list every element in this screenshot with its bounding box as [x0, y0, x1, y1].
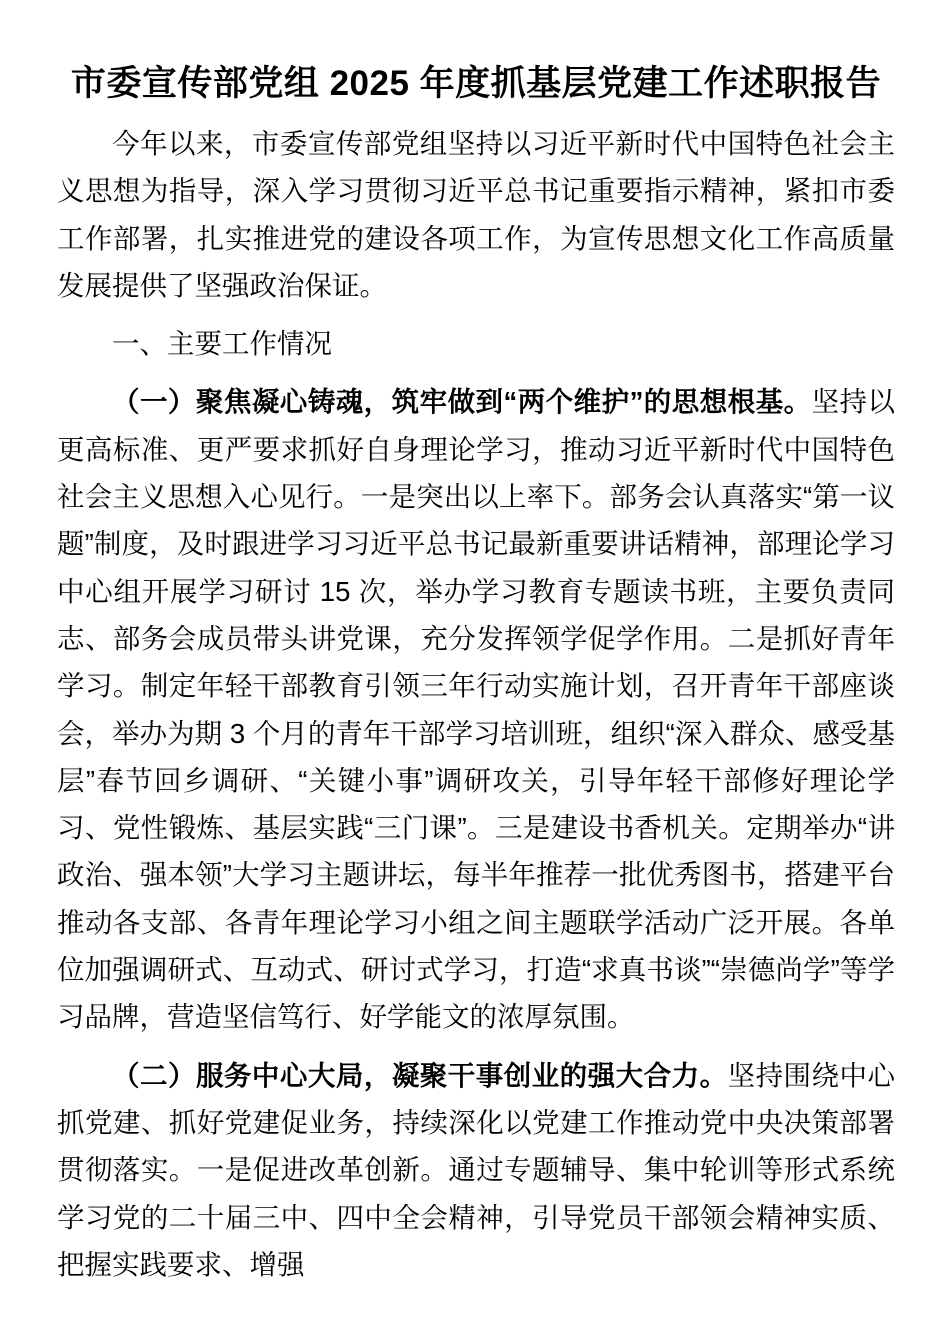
- spacer: [57, 1041, 895, 1052]
- subsection-2-text: 坚持围绕中心抓党建、抓好党建促业务，持续深化以党建工作推动党中央决策部署贯彻落实。一是促进改革创新。通过专题辅导、集中轮训等形式系统学习党的二十届三中、四中全会精神，引导党员干部领会精神实质、把握实践要求、增强: [57, 1059, 896, 1280]
- subsection-1-lead: （一）聚焦凝心铸魂，筑牢做到“两个维护”的思想根基。: [112, 386, 812, 418]
- paragraph-intro: 今年以来，市委宣传部党组坚持以习近平新时代中国特色社会主义思想为指导，深入学习贯彻习近平总书记重要指示精神，紧扣市委工作部署，扎实推进党的建设各项工作，为宣传思想文化工作高质量发展提供了坚强政治保证。: [57, 128, 895, 301]
- spacer: [57, 309, 895, 320]
- subsection-2-lead: （二）服务中心大局，凝聚干事创业的强大合力。: [112, 1059, 728, 1091]
- spacer: [57, 367, 895, 378]
- section-heading-1: 一、主要工作情况: [112, 328, 332, 360]
- spacer: [57, 111, 895, 120]
- document-body: [57, 0, 895, 1288]
- paragraph-subsection-2: [57, 1052, 895, 1288]
- page-title: 市委宣传部党组 2025 年度抓基层党建工作述职报告: [70, 64, 882, 103]
- subsection-1-text: 坚持以更高标准、更严要求抓好自身理论学习，推动习近平新时代中国特色社会主义思想入心见行。一是突出以上率下。部务会认真落实“第一议题”制度，及时跟进学习习近平总书记最新重要讲话精神，部理论学习中心组开展学习研讨 15 次，举办学习教育专题读书班，主要负责同志、部务会成员带头讲党课，充分发挥领学促学作用。二是抓好青年学习。制定年轻干部教育引领三年行动实施计划，召开青年干部座谈会，举办为期 3 个月的青年干部学习培训班，组织“深入群众、感受基层”春节回乡调研、“关键小事”调研攻关，引导年轻干部修好理论学习、党性锻炼、基层实践“三门课”。三是建设书香机关。定期举办“讲政治、强本领”大学习主题讲坛，每半年推荐一批优秀图书，搭建平台推动各支部、各青年理论学习小组之间主题联学活动广泛开展。各单位加强调研式、互动式、研讨式学习，打造“求真书谈”“崇德尚学”等学习品牌，营造坚信笃行、好学能文的浓厚氛围。: [57, 386, 896, 1033]
- paragraph-subsection-1: [57, 378, 895, 1040]
